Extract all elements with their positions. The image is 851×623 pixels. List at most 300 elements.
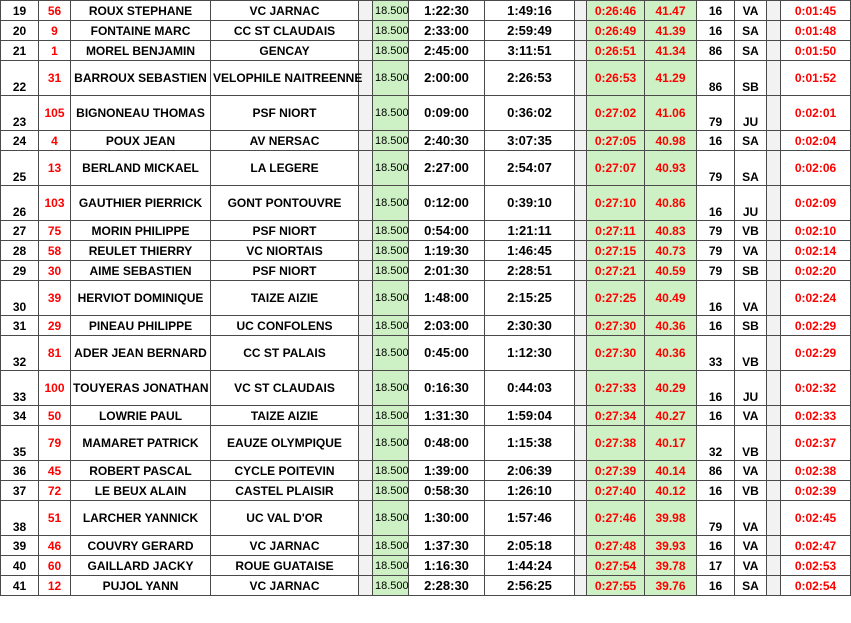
table-row (1, 316, 851, 336)
distance-cell: 18.500 (373, 21, 409, 41)
separator-cell (359, 556, 373, 576)
arrival-time-cell: 1:59:04 (485, 406, 575, 426)
race-time-cell: 0:27:55 (587, 576, 645, 596)
separator-cell (575, 21, 587, 41)
rider-name-cell: MOREL BENJAMIN (71, 41, 211, 61)
table-row (1, 281, 851, 316)
rank-cell: 39 (1, 536, 39, 556)
category-cell: SA (735, 21, 767, 41)
rank-cell: 20 (1, 21, 39, 41)
category-cell: JU (735, 371, 767, 406)
rider-name-cell: FONTAINE MARC (71, 21, 211, 41)
separator-cell (575, 151, 587, 186)
bib-number-cell: 72 (39, 481, 71, 501)
table-row (1, 261, 851, 281)
bib-number-cell: 60 (39, 556, 71, 576)
gap-cell: 0:01:45 (781, 1, 851, 21)
arrival-time-cell: 2:26:53 (485, 61, 575, 96)
bib-number-cell: 4 (39, 131, 71, 151)
start-time-cell: 2:45:00 (409, 41, 485, 61)
gap-cell: 0:02:54 (781, 576, 851, 596)
rider-name-cell: LE BEUX ALAIN (71, 481, 211, 501)
speed-cell: 40.86 (645, 186, 697, 221)
speed-cell: 41.29 (645, 61, 697, 96)
separator-cell (575, 41, 587, 61)
table-row (1, 96, 851, 131)
table-row (1, 336, 851, 371)
department-cell: 79 (697, 261, 735, 281)
start-time-cell: 1:39:00 (409, 461, 485, 481)
gap-cell: 0:01:48 (781, 21, 851, 41)
rank-cell: 19 (1, 1, 39, 21)
rider-name-cell: BIGNONEAU THOMAS (71, 96, 211, 131)
separator-cell (767, 131, 781, 151)
start-time-cell: 1:31:30 (409, 406, 485, 426)
distance-cell: 18.500 (373, 96, 409, 131)
separator-cell (359, 426, 373, 461)
table-row (1, 21, 851, 41)
separator-cell (359, 481, 373, 501)
arrival-time-cell: 1:49:16 (485, 1, 575, 21)
race-time-cell: 0:27:21 (587, 261, 645, 281)
department-cell: 16 (697, 576, 735, 596)
rank-cell: 27 (1, 221, 39, 241)
separator-cell (359, 501, 373, 536)
separator-cell (575, 406, 587, 426)
rank-cell: 34 (1, 406, 39, 426)
separator-cell (575, 1, 587, 21)
separator-cell (359, 576, 373, 596)
start-time-cell: 0:58:30 (409, 481, 485, 501)
category-cell: VA (735, 556, 767, 576)
distance-cell: 18.500 (373, 481, 409, 501)
club-cell: UC CONFOLENS (211, 316, 359, 336)
separator-cell (575, 556, 587, 576)
rank-cell: 29 (1, 261, 39, 281)
separator-cell (359, 316, 373, 336)
bib-number-cell: 103 (39, 186, 71, 221)
department-cell: 32 (697, 426, 735, 461)
separator-cell (767, 186, 781, 221)
separator-cell (359, 241, 373, 261)
separator-cell (575, 501, 587, 536)
speed-cell: 41.34 (645, 41, 697, 61)
distance-cell: 18.500 (373, 406, 409, 426)
rank-cell: 25 (1, 151, 39, 186)
arrival-time-cell: 2:59:49 (485, 21, 575, 41)
separator-cell (575, 281, 587, 316)
gap-cell: 0:02:53 (781, 556, 851, 576)
category-cell: JU (735, 96, 767, 131)
separator-cell (767, 336, 781, 371)
arrival-time-cell: 0:39:10 (485, 186, 575, 221)
speed-cell: 40.36 (645, 336, 697, 371)
race-time-cell: 0:27:54 (587, 556, 645, 576)
table-row (1, 501, 851, 536)
rider-name-cell: PUJOL YANN (71, 576, 211, 596)
club-cell: GENCAY (211, 41, 359, 61)
arrival-time-cell: 3:07:35 (485, 131, 575, 151)
table-row (1, 536, 851, 556)
club-cell: TAIZE AIZIE (211, 406, 359, 426)
race-time-cell: 0:27:10 (587, 186, 645, 221)
rider-name-cell: REULET THIERRY (71, 241, 211, 261)
speed-cell: 40.83 (645, 221, 697, 241)
distance-cell: 18.500 (373, 241, 409, 261)
arrival-time-cell: 1:26:10 (485, 481, 575, 501)
separator-cell (359, 371, 373, 406)
arrival-time-cell: 1:12:30 (485, 336, 575, 371)
distance-cell: 18.500 (373, 556, 409, 576)
rider-name-cell: GAILLARD JACKY (71, 556, 211, 576)
start-time-cell: 0:54:00 (409, 221, 485, 241)
arrival-time-cell: 2:15:25 (485, 281, 575, 316)
bib-number-cell: 1 (39, 41, 71, 61)
separator-cell (767, 96, 781, 131)
distance-cell: 18.500 (373, 501, 409, 536)
separator-cell (575, 371, 587, 406)
department-cell: 16 (697, 131, 735, 151)
gap-cell: 0:01:52 (781, 61, 851, 96)
bib-number-cell: 31 (39, 61, 71, 96)
distance-cell: 18.500 (373, 221, 409, 241)
arrival-time-cell: 1:44:24 (485, 556, 575, 576)
start-time-cell: 1:37:30 (409, 536, 485, 556)
distance-cell: 18.500 (373, 316, 409, 336)
table-row (1, 131, 851, 151)
club-cell: LA LEGERE (211, 151, 359, 186)
race-time-cell: 0:27:05 (587, 131, 645, 151)
club-cell: EAUZE OLYMPIQUE (211, 426, 359, 461)
separator-cell (359, 131, 373, 151)
start-time-cell: 2:27:00 (409, 151, 485, 186)
club-cell: ROUE GUATAISE (211, 556, 359, 576)
start-time-cell: 2:40:30 (409, 131, 485, 151)
race-time-cell: 0:27:40 (587, 481, 645, 501)
rank-cell: 26 (1, 186, 39, 221)
start-time-cell: 0:09:00 (409, 96, 485, 131)
distance-cell: 18.500 (373, 576, 409, 596)
separator-cell (359, 336, 373, 371)
separator-cell (767, 316, 781, 336)
rider-name-cell: GAUTHIER PIERRICK (71, 186, 211, 221)
arrival-time-cell: 2:28:51 (485, 261, 575, 281)
table-row (1, 406, 851, 426)
bib-number-cell: 75 (39, 221, 71, 241)
table-row (1, 41, 851, 61)
start-time-cell: 2:28:30 (409, 576, 485, 596)
separator-cell (767, 1, 781, 21)
rank-cell: 41 (1, 576, 39, 596)
race-time-cell: 0:27:48 (587, 536, 645, 556)
distance-cell: 18.500 (373, 61, 409, 96)
start-time-cell: 0:12:00 (409, 186, 485, 221)
gap-cell: 0:02:01 (781, 96, 851, 131)
race-time-cell: 0:27:25 (587, 281, 645, 316)
arrival-time-cell: 3:11:51 (485, 41, 575, 61)
club-cell: VELOPHILE NAITREENNE (211, 61, 359, 96)
club-cell: UC VAL D'OR (211, 501, 359, 536)
category-cell: VA (735, 406, 767, 426)
bib-number-cell: 30 (39, 261, 71, 281)
gap-cell: 0:01:50 (781, 41, 851, 61)
separator-cell (359, 406, 373, 426)
category-cell: VA (735, 281, 767, 316)
club-cell: VC JARNAC (211, 1, 359, 21)
bib-number-cell: 12 (39, 576, 71, 596)
table-row (1, 241, 851, 261)
rider-name-cell: BERLAND MICKAEL (71, 151, 211, 186)
arrival-time-cell: 1:15:38 (485, 426, 575, 461)
start-time-cell: 1:30:00 (409, 501, 485, 536)
separator-cell (575, 261, 587, 281)
speed-cell: 40.17 (645, 426, 697, 461)
speed-cell: 40.49 (645, 281, 697, 316)
distance-cell: 18.500 (373, 336, 409, 371)
department-cell: 79 (697, 96, 735, 131)
rank-cell: 30 (1, 281, 39, 316)
gap-cell: 0:02:09 (781, 186, 851, 221)
arrival-time-cell: 1:57:46 (485, 501, 575, 536)
category-cell: VB (735, 481, 767, 501)
separator-cell (767, 501, 781, 536)
arrival-time-cell: 1:46:45 (485, 241, 575, 261)
club-cell: VC JARNAC (211, 576, 359, 596)
bib-number-cell: 13 (39, 151, 71, 186)
rider-name-cell: LARCHER YANNICK (71, 501, 211, 536)
gap-cell: 0:02:32 (781, 371, 851, 406)
gap-cell: 0:02:10 (781, 221, 851, 241)
rank-cell: 33 (1, 371, 39, 406)
gap-cell: 0:02:47 (781, 536, 851, 556)
department-cell: 16 (697, 281, 735, 316)
speed-cell: 40.36 (645, 316, 697, 336)
separator-cell (767, 481, 781, 501)
separator-cell (767, 426, 781, 461)
separator-cell (767, 371, 781, 406)
category-cell: SA (735, 131, 767, 151)
gap-cell: 0:02:33 (781, 406, 851, 426)
club-cell: TAIZE AIZIE (211, 281, 359, 316)
separator-cell (767, 576, 781, 596)
separator-cell (575, 576, 587, 596)
bib-number-cell: 56 (39, 1, 71, 21)
speed-cell: 39.93 (645, 536, 697, 556)
club-cell: CASTEL PLAISIR (211, 481, 359, 501)
race-time-cell: 0:27:07 (587, 151, 645, 186)
distance-cell: 18.500 (373, 461, 409, 481)
gap-cell: 0:02:39 (781, 481, 851, 501)
start-time-cell: 2:03:00 (409, 316, 485, 336)
department-cell: 16 (697, 21, 735, 41)
gap-cell: 0:02:37 (781, 426, 851, 461)
separator-cell (359, 96, 373, 131)
gap-cell: 0:02:38 (781, 461, 851, 481)
department-cell: 16 (697, 481, 735, 501)
rank-cell: 21 (1, 41, 39, 61)
separator-cell (359, 186, 373, 221)
bib-number-cell: 39 (39, 281, 71, 316)
department-cell: 79 (697, 151, 735, 186)
table-row (1, 61, 851, 96)
rank-cell: 40 (1, 556, 39, 576)
department-cell: 79 (697, 221, 735, 241)
department-cell: 16 (697, 1, 735, 21)
distance-cell: 18.500 (373, 41, 409, 61)
separator-cell (359, 41, 373, 61)
department-cell: 86 (697, 61, 735, 96)
start-time-cell: 0:48:00 (409, 426, 485, 461)
race-time-cell: 0:27:02 (587, 96, 645, 131)
rider-name-cell: MAMARET PATRICK (71, 426, 211, 461)
bib-number-cell: 100 (39, 371, 71, 406)
club-cell: VC NIORTAIS (211, 241, 359, 261)
category-cell: VA (735, 1, 767, 21)
race-time-cell: 0:27:34 (587, 406, 645, 426)
department-cell: 16 (697, 316, 735, 336)
start-time-cell: 2:33:00 (409, 21, 485, 41)
bib-number-cell: 79 (39, 426, 71, 461)
bib-number-cell: 50 (39, 406, 71, 426)
arrival-time-cell: 2:05:18 (485, 536, 575, 556)
race-time-cell: 0:27:30 (587, 316, 645, 336)
rider-name-cell: MORIN PHILIPPE (71, 221, 211, 241)
separator-cell (359, 261, 373, 281)
department-cell: 79 (697, 501, 735, 536)
rider-name-cell: ROBERT PASCAL (71, 461, 211, 481)
rank-cell: 38 (1, 501, 39, 536)
separator-cell (575, 336, 587, 371)
race-time-cell: 0:27:15 (587, 241, 645, 261)
category-cell: VB (735, 336, 767, 371)
separator-cell (575, 96, 587, 131)
rider-name-cell: TOUYERAS JONATHAN (71, 371, 211, 406)
separator-cell (767, 221, 781, 241)
separator-cell (767, 261, 781, 281)
table-row (1, 426, 851, 461)
department-cell: 16 (697, 371, 735, 406)
rank-cell: 22 (1, 61, 39, 96)
separator-cell (575, 241, 587, 261)
speed-cell: 40.98 (645, 131, 697, 151)
race-time-cell: 0:27:30 (587, 336, 645, 371)
club-cell: AV NERSAC (211, 131, 359, 151)
rider-name-cell: ROUX STEPHANE (71, 1, 211, 21)
speed-cell: 41.39 (645, 21, 697, 41)
club-cell: VC ST CLAUDAIS (211, 371, 359, 406)
race-time-cell: 0:26:49 (587, 21, 645, 41)
category-cell: SB (735, 261, 767, 281)
start-time-cell: 1:22:30 (409, 1, 485, 21)
gap-cell: 0:02:24 (781, 281, 851, 316)
speed-cell: 40.73 (645, 241, 697, 261)
race-time-cell: 0:27:38 (587, 426, 645, 461)
distance-cell: 18.500 (373, 536, 409, 556)
separator-cell (767, 406, 781, 426)
start-time-cell: 2:01:30 (409, 261, 485, 281)
separator-cell (767, 536, 781, 556)
table-row (1, 576, 851, 596)
arrival-time-cell: 2:56:25 (485, 576, 575, 596)
category-cell: SB (735, 61, 767, 96)
race-time-cell: 0:27:11 (587, 221, 645, 241)
results-body (1, 1, 851, 596)
separator-cell (359, 221, 373, 241)
separator-cell (767, 41, 781, 61)
arrival-time-cell: 0:44:03 (485, 371, 575, 406)
separator-cell (575, 186, 587, 221)
distance-cell: 18.500 (373, 281, 409, 316)
start-time-cell: 1:16:30 (409, 556, 485, 576)
speed-cell: 40.93 (645, 151, 697, 186)
separator-cell (575, 461, 587, 481)
separator-cell (767, 241, 781, 261)
separator-cell (575, 221, 587, 241)
gap-cell: 0:02:14 (781, 241, 851, 261)
race-time-cell: 0:26:53 (587, 61, 645, 96)
separator-cell (359, 151, 373, 186)
speed-cell: 39.76 (645, 576, 697, 596)
distance-cell: 18.500 (373, 186, 409, 221)
arrival-time-cell: 1:21:11 (485, 221, 575, 241)
department-cell: 33 (697, 336, 735, 371)
club-cell: PSF NIORT (211, 261, 359, 281)
bib-number-cell: 29 (39, 316, 71, 336)
bib-number-cell: 58 (39, 241, 71, 261)
speed-cell: 39.78 (645, 556, 697, 576)
rank-cell: 23 (1, 96, 39, 131)
club-cell: CC ST CLAUDAIS (211, 21, 359, 41)
category-cell: SA (735, 151, 767, 186)
department-cell: 79 (697, 241, 735, 261)
category-cell: VA (735, 501, 767, 536)
speed-cell: 41.47 (645, 1, 697, 21)
table-row (1, 151, 851, 186)
rank-cell: 36 (1, 461, 39, 481)
arrival-time-cell: 2:06:39 (485, 461, 575, 481)
race-time-cell: 0:26:51 (587, 41, 645, 61)
category-cell: VA (735, 536, 767, 556)
separator-cell (575, 316, 587, 336)
speed-cell: 40.59 (645, 261, 697, 281)
category-cell: VB (735, 221, 767, 241)
separator-cell (359, 461, 373, 481)
department-cell: 16 (697, 536, 735, 556)
gap-cell: 0:02:29 (781, 336, 851, 371)
category-cell: VA (735, 461, 767, 481)
separator-cell (359, 1, 373, 21)
club-cell: PSF NIORT (211, 221, 359, 241)
separator-cell (767, 461, 781, 481)
rank-cell: 35 (1, 426, 39, 461)
start-time-cell: 0:45:00 (409, 336, 485, 371)
club-cell: CC ST PALAIS (211, 336, 359, 371)
race-time-cell: 0:27:46 (587, 501, 645, 536)
distance-cell: 18.500 (373, 1, 409, 21)
separator-cell (359, 21, 373, 41)
separator-cell (575, 481, 587, 501)
gap-cell: 0:02:45 (781, 501, 851, 536)
bib-number-cell: 105 (39, 96, 71, 131)
department-cell: 17 (697, 556, 735, 576)
bib-number-cell: 81 (39, 336, 71, 371)
arrival-time-cell: 0:36:02 (485, 96, 575, 131)
category-cell: JU (735, 186, 767, 221)
separator-cell (359, 281, 373, 316)
distance-cell: 18.500 (373, 426, 409, 461)
table-row (1, 221, 851, 241)
separator-cell (575, 426, 587, 461)
